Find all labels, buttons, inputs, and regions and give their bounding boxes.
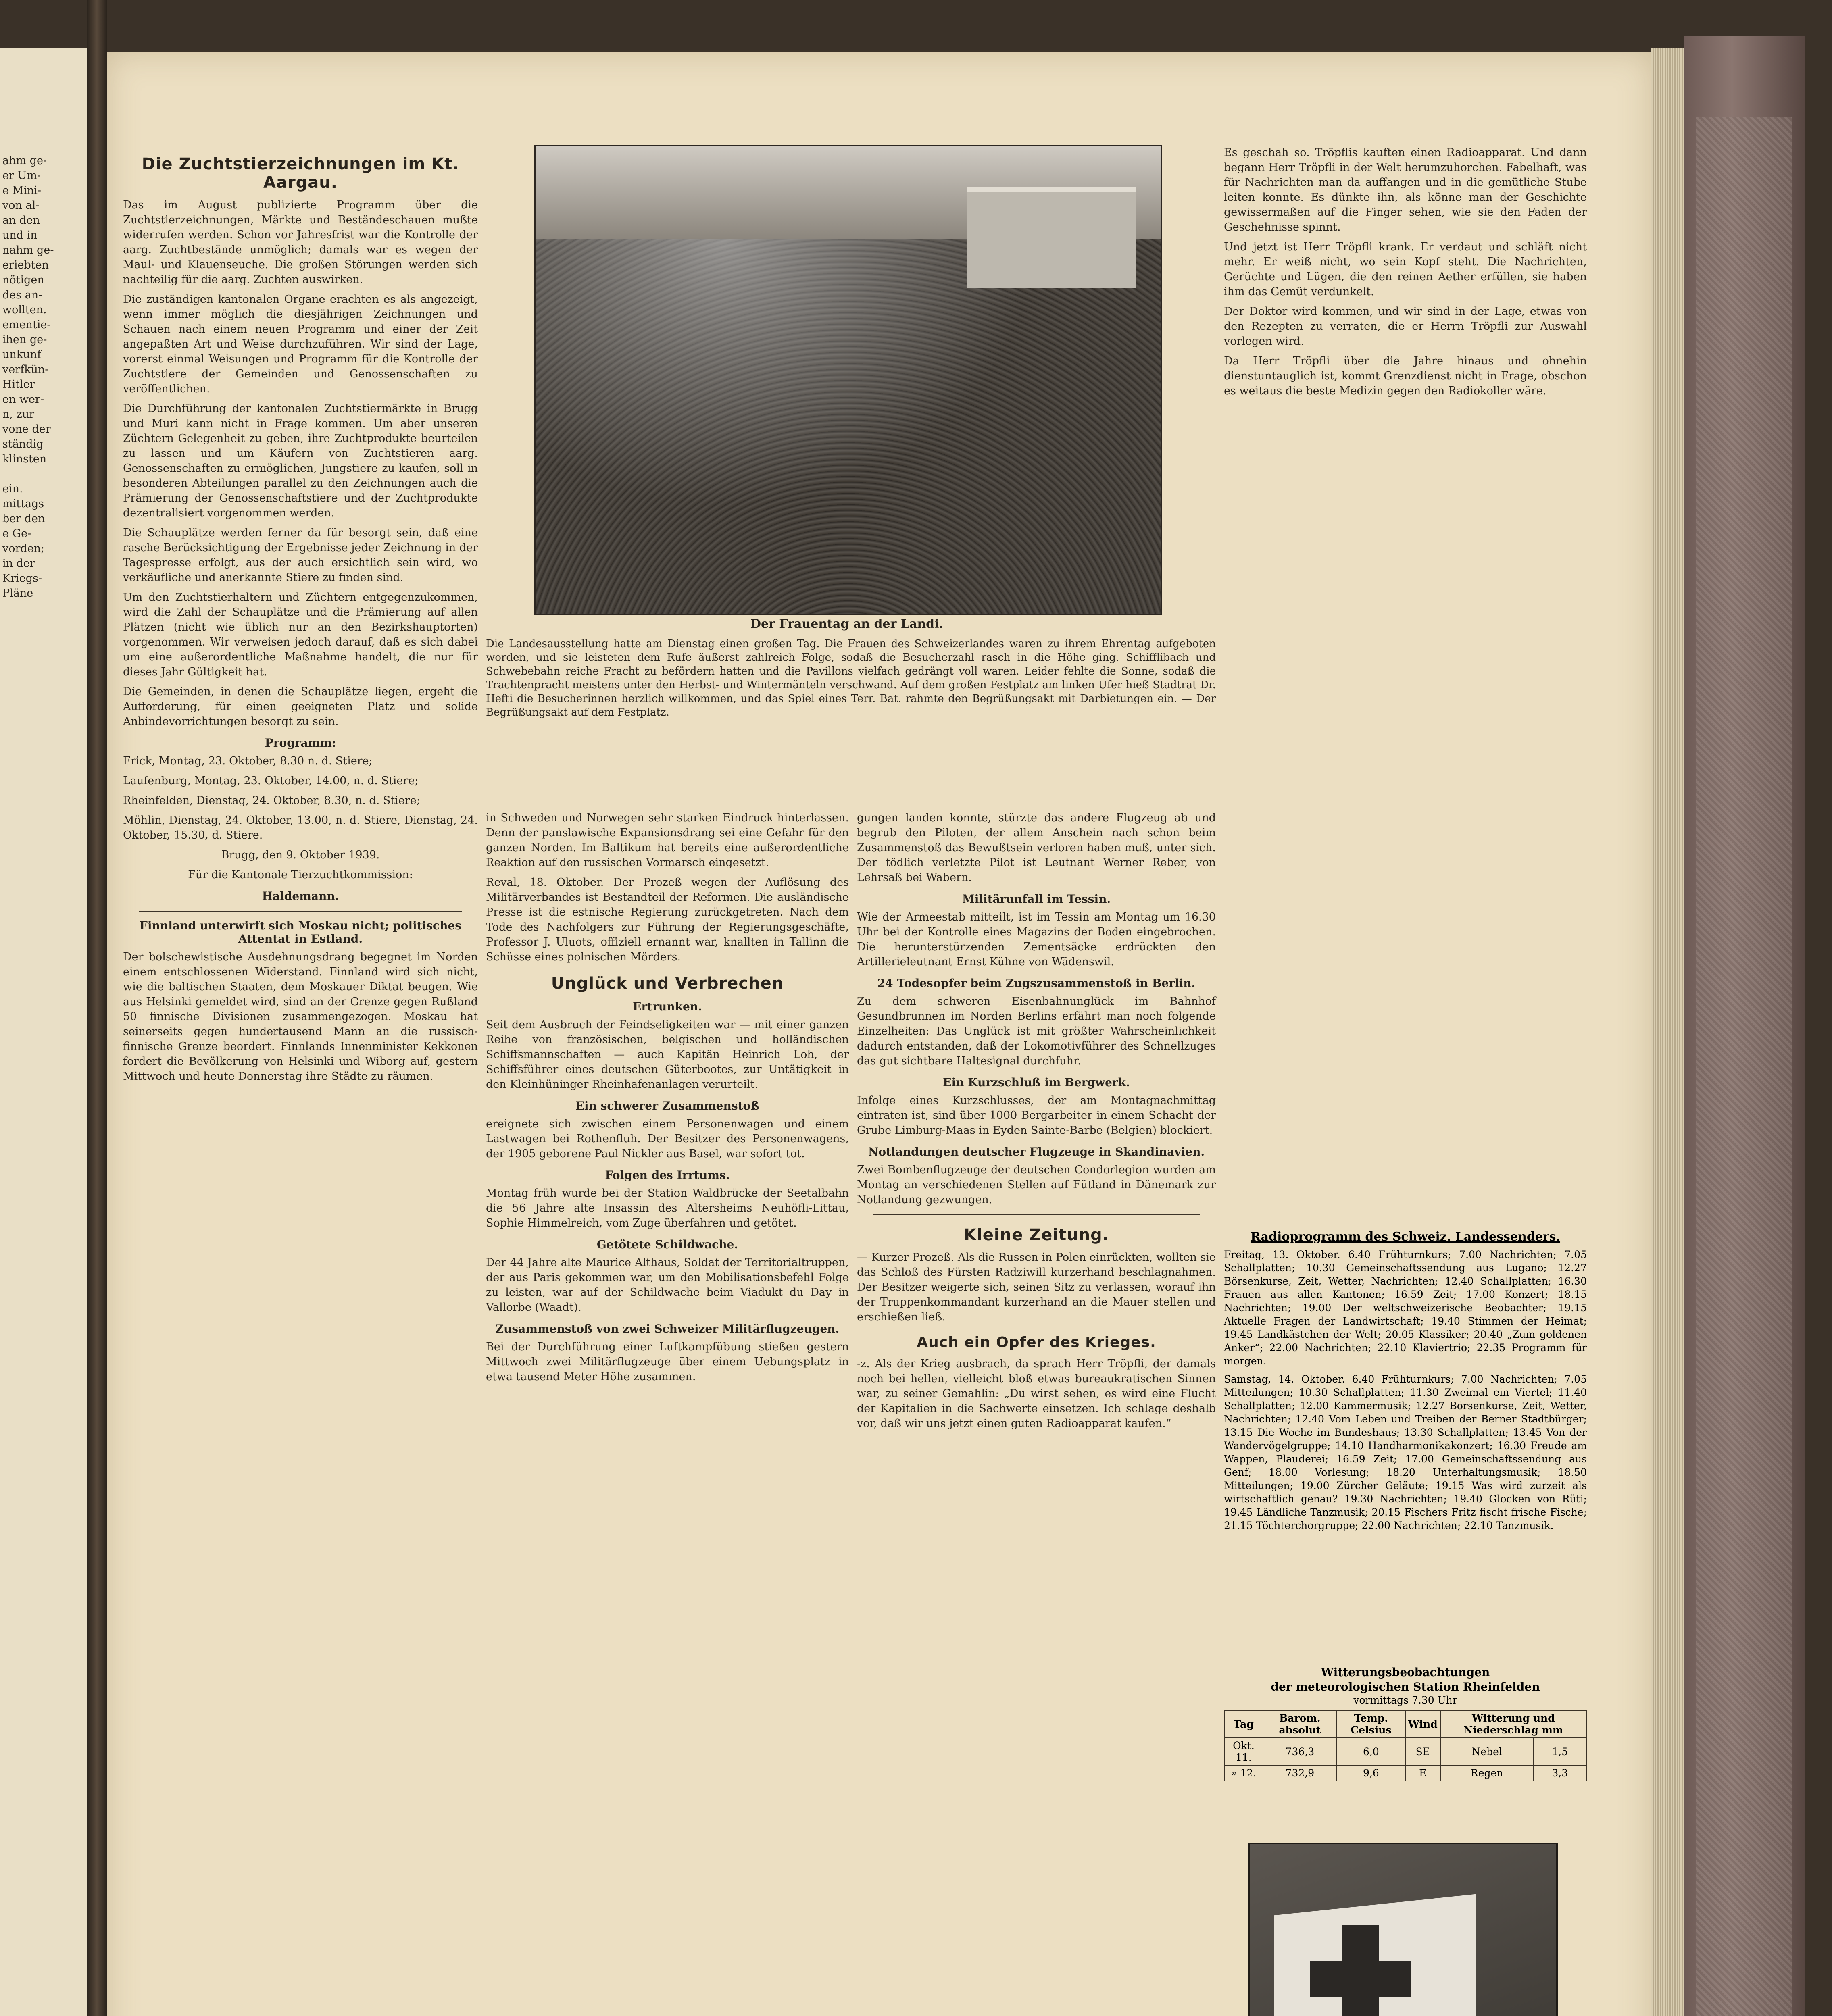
weather-table	[1224, 1710, 1587, 1781]
weather-header: Witterung und Niederschlag mm	[1440, 1710, 1586, 1738]
kleine-zeitung-headline: Kleine Zeitung.	[964, 1226, 1109, 1244]
article-paragraph: in Schweden und Norwegen sehr starken Eindruck hinterlassen. Denn der panslawische Expansionsdrang sei eine Gefahr für den ganzen Norden. Im Baltikum hat bereits eine außerordentliche Reaktion auf den russischen Vormarsch eingesetzt.	[486, 812, 849, 869]
book-spine	[87, 0, 107, 2016]
radio-title: Radioprogramm des Schweiz. Landessenders.	[1250, 1230, 1561, 1244]
radio-saturday: Samstag, 14. Oktober. 6.40 Frühturnkurs; 7.00 Nachrichten; 7.05 Mitteilungen; 10.30 Schallplatten; 11.30 Zweimal ein Viertel; 11.40 Schallplatten; 12.00 Kammermusik; 12.27 Börsenkurse, Zeit, Wetter, Nachrichten; 12.40 Vom Leben und Treiben der Berner Stadtbürger; 13.15 Die Woche im Bundeshaus; 13.30 Schallplatten; 13.45 Von der Wandervögelgruppe; 14.10 Handharmonikakonzert; 16.30 Freude am Wappen, Plauderei; 16.59 Zeit; 17.00 Gemeinschaftssendung aus Genf; 18.00 Vorlesung; 18.20 Unterhaltungsmusik; 18.50 Mitteilungen; 19.00 Zürcher Geläute; 19.15 Was wird zurzeit als wirtschaftlich genau? 19.30 Nachrichten; 19.40 Glocken von Rüti; 19.45 Ländliche Tanzmusik; 20.15 Fischers Fritz fischt frische Fische; 21.15 Töchterchorgruppe; 22.00 Nachrichten; 22.10 Tanzmusik.	[1224, 1373, 1587, 1531]
left-page-text-fragment: ahm ge- er Um- e Mini- von al- an den und in nahm ge- eriebten nötigen des an- wollten. ementie- ihen ge- unkunf verfkün- Hitler en wer- n, zur vone der ständig klinsten ein. mittags ber den e Ge- vorden; in der Kriegs- Pläne	[2, 154, 54, 600]
book-cover	[1684, 36, 1805, 2016]
weather-header: Temp. Celsius	[1337, 1710, 1405, 1738]
article-paragraph: Und jetzt ist Herr Tröpfli krank. Er verdaut und schläft nicht mehr. Er weiß nicht, wo sein Kopf steht. Die Nachrichten, Gerüchte und Lügen, die den reinen Aether erfüllen, sie haben ihm das Gemüt verdunkelt.	[1224, 241, 1587, 298]
item-text: Zwei Bombenflugzeuge der deutschen Condorlegion wurden am Montag an verschiedenen Stellen auf Fütland in Dänemark zur Notlandung gezwungen.	[857, 1164, 1216, 1206]
program-line: Frick, Montag, 23. Oktober, 8.30 n. d. Stiere;	[123, 755, 373, 767]
article-paragraph: Es geschah so. Tröpflis kauften einen Radioapparat. Und dann begann Herr Tröpfli in der Welt herumzuhorchen. Fabelhaft, was für Nachrichten man da auffangen und in die gemütliche Stube leiten konnte. Es dünkte ihn, als könne man der Geschichte gewissermaßen auf die Finger sehen, wie sie den Faden der Geschehnisse spinnt.	[1224, 146, 1587, 233]
item-headline: Ein Kurzschluß im Bergwerk.	[943, 1076, 1130, 1089]
article-paragraph: Der Doktor wird kommen, und wir sind in der Lage, etwas von den Rezepten zu verraten, die er Herrn Tröpfli zur Auswahl vorlegen wird.	[1224, 305, 1587, 348]
table-row: Okt. 11. 736,3 6,0 SE Nebel 1,5	[1224, 1738, 1586, 1765]
column-4	[1224, 145, 1587, 403]
item-headline: Getötete Schildwache.	[596, 1238, 738, 1251]
item-text: Zu dem schweren Eisenbahnunglück im Bahnhof Gesundbrunnen im Norden Berlins erfährt man noch folgende Einzelheiten: Das Unglück ist mit größter Wahrscheinlichkeit dadurch entstanden, daß der Lokomotivführer des Schnellzuges das gut sichtbare Haltesignal durchfuhr.	[857, 995, 1216, 1067]
article-paragraph: Da Herr Tröpfli über die Jahre hinaus und ohnehin dienstuntauglich ist, kommt Grenzdienst nicht in Frage, obschon es weitaus die beste Medizin gegen den Radiokoller wäre.	[1224, 355, 1587, 397]
weather-observations	[1224, 1665, 1587, 1781]
weather-subtitle: vormittags 7.30 Uhr	[1353, 1694, 1457, 1706]
kleine-zeitung-text: — Kurzer Prozeß. Als die Russen in Polen einrückten, wollten sie das Schloß des Fürsten Radziwill kurzerhand beschlagnahmen. Der Besitzer weigerte sich, seinen Sitz zu verlassen, worauf ihn der Truppenkommandant kurzerhand an die Mauer stellen und erschießen ließ.	[857, 1251, 1216, 1323]
article-paragraph: gungen landen konnte, stürzte das andere Flugzeug ab und begrub den Piloten, der allem Anschein nach schon beim Zusammenstoß das Bewußtsein verloren haben muß, unter sich. Der tödlich verletzte Pilot ist Leutnant Werner Reber, von Lehrsaß bei Wabern.	[857, 812, 1216, 884]
table-row: » 12. 732,9 9,6 E Regen 3,3	[1224, 1765, 1586, 1781]
item-headline: Ein schwerer Zusammenstoß	[575, 1099, 759, 1112]
signoff-line: Für die Kantonale Tierzuchtkommission:	[188, 868, 413, 881]
divider	[873, 1214, 1200, 1216]
divider	[139, 910, 462, 912]
crowd-photo	[534, 145, 1162, 615]
article-paragraph: Um den Zuchtstierhaltern und Züchtern entgegenzukommen, wird die Zahl der Schauplätze und die Prämierung auf allen Plätzen (nicht wie üblich nur an den Bezirkshauptorten) vorgenommen. Wir verweisen jedoch darauf, daß es sich dabei um eine außerordentliche Maßnahme handelt, die nur für dieses Jahr Gültigkeit hat.	[123, 591, 478, 678]
weather-header: Tag	[1224, 1710, 1263, 1738]
radio-friday: Freitag, 13. Oktober. 6.40 Frühturnkurs; 7.00 Nachrichten; 7.05 Schallplatten; 10.30 Gemeinschaftssendung aus Lugano; 12.27 Börsenkurse, Zeit, Wetter, Nachrichten; 12.40 Schallplatten; 16.30 Frauen aus allen Kantonen; 16.59 Zeit; 17.00 Konzert; 18.15 Nachrichten; 19.00 Der weltschweizerische Beobachter; 19.15 Aktuelle Fragen der Landwirtschaft; 19.40 Stimmen der Heimat; 19.45 Landkästchen der Welt; 20.05 Klassiker; 20.40 „Zum goldenen Anker“; 22.00 Nachrichten; 22.10 Klaviertrio; 22.35 Programm für morgen.	[1224, 1249, 1587, 1367]
article-paragraph: Die Gemeinden, in denen die Schauplätze liegen, ergeht die Aufforderung, für einen geeigneten Platz und solide Anbindevorrichtungen besorgt zu sein.	[123, 685, 478, 728]
program-title: Programm:	[265, 736, 336, 750]
column-1	[123, 145, 478, 1089]
section-headline: Unglück und Verbrechen	[551, 974, 784, 993]
item-headline: Zusammenstoß von zwei Schweizer Militärflugzeugen.	[495, 1322, 840, 1335]
article-paragraph: Die Schauplätze werden ferner da für besorgt sein, daß eine rasche Berücksichtigung der Ergebnisse jeder Zeichnung in der Tagespresse erfolgt, aus der auch ersichtlich sein wird, wo verkäufliche und anerkannte Stiere zu finden sind.	[123, 527, 478, 584]
item-text: ereignete sich zwischen einem Personenwagen und einem Lastwagen bei Rothenfluh. Der Besitzer des Personenwagens, der 1905 geborene Paul Nickler aus Basel, war sofort tot.	[486, 1118, 849, 1160]
item-headline: 24 Todesopfer beim Zugszusammenstoß in Berlin.	[877, 977, 1196, 990]
weather-header: Wind	[1405, 1710, 1440, 1738]
opfer-headline: Auch ein Opfer des Krieges.	[917, 1334, 1156, 1351]
weather-header: Barom. absolut	[1263, 1710, 1337, 1738]
newspaper-page	[107, 52, 1651, 2016]
program-line: Rheinfelden, Dienstag, 24. Oktober, 8.30, n. d. Stiere;	[123, 794, 420, 807]
item-text: Der 44 Jahre alte Maurice Althaus, Soldat der Territorialtruppen, der aus Paris gekommen war, um den Mobilisationsbefehl Folge zu leisten, war auf der Schildwache beim Viadukt du Day in Vallorbe (Waadt).	[486, 1256, 849, 1314]
finland-text: Der bolschewistische Ausdehnungsdrang begegnet im Norden einem entschlossenen Widerstand. Finnland wird sich nicht, wie die baltischen Staaten, dem Moskauer Diktat beugen. Wie aus Helsinki gemeldet wird, sind an der Grenze gegen Rußland 50 finnische Divisionen zusammengezogen. Moskau hat seinerseits gegen hundertausend Mann an die russisch-finnische Grenze beordert. Finnlands Innenminister Kekkonen fordert die Bevölkerung von Helsinki und Wiborg auf, gestern Mittwoch und heute Donnerstag ihre Städte zu räumen.	[123, 951, 478, 1083]
item-headline: Ertrunken.	[633, 1000, 702, 1013]
item-headline: Folgen des Irrtums.	[605, 1168, 730, 1182]
article-paragraph: Die Durchführung der kantonalen Zuchtstiermärkte in Brugg und Muri kann nicht in Frage kommen. Um aber unseren Züchtern Gelegenheit zu geben, ihre Zuchtprodukte beurteilen zu lassen und um Käufern von Zuchtstieren aarg. Genossenschaften zu ermöglichen, Jungstiere zu kaufen, soll in besonderen Abteilungen parallel zu den Zeichnungen auch die Prämierung der Genossenschaftstiere und der Zuchtprodukte dezentralisiert vorgenommen werden.	[123, 402, 478, 519]
item-text: Seit dem Ausbruch der Feindseligkeiten war — mit einer ganzen Reihe von französischen, belgischen und holländischen Schiffsmannschaften — auch Kapitän Heinrich Loh, der Schiffsführer eines deutschen Güterbootes, zur Untätigkeit in den Kleinhüninger Rheinhafenanlagen verurteilt.	[486, 1018, 849, 1091]
left-page-edge	[0, 48, 89, 2016]
photo-caption: Die Landesausstellung hatte am Dienstag einen großen Tag. Die Frauen des Schweizerlandes waren zu ihrem Ehrentag aufgeboten worden, und sie leisteten dem Rufe äußerst zahlreich Folge, sodaß die Besucherzahl rasch in die Höhe ging. Schifflibach und Schwebebahn reiche Fracht zu befördern hatten und die Pavillons vielfach gedrängt voll waren. Leider fehlte die Sonne, sodaß die Trachtenpracht meistens unter den Herbst- und Wintermänteln verschwand. Auf dem großen Festplatz am linken Ufer hieß Stadtrat Dr. Hefti die Besucherinnen herzlich willkommen, und das Spiel eines Terr. Bat. rahmte den Begrüßungsakt mit Darbietungen ein. — Der Begrüßungsakt auf dem Festplatz.	[486, 638, 1216, 719]
signoff-date: Brugg, den 9. Oktober 1939.	[221, 849, 380, 861]
item-text: Wie der Armeestab mitteilt, ist im Tessin am Montag um 16.30 Uhr bei der Kontrolle eines Magazins der Boden eingebrochen. Die herunterstürzenden Zementsäcke erdrückten den Artillerieleutnant Ernst Kühne von Wädenswil.	[857, 911, 1216, 968]
article-paragraph: Reval, 18. Oktober. Der Prozeß wegen der Auflösung des Militärverbandes ist Bestandteil der Reformen. Die ausländische Presse ist die estnische Regierung zurückgetreten. Nach dem Tode des Nachfolgers zur Führung der Regierungsgeschäfte, Professor J. Uluots, offiziell ernannt war, knallten in Tallinn die Schüsse eines polnischen Mörders.	[486, 876, 849, 963]
opfer-text: -z. Als der Krieg ausbrach, da sprach Herr Tröpfli, der damals noch bei hellen, vielleicht bloß etwas bureaukratischen Sinnen war, zu seiner Gemahlin: „Du wirst sehen, es wird eine Flucht der Kapitalien in die Sachwerte einsetzen. Ich schlage deshalb vor, daß wir uns jetzt einen guten Radioapparat kaufen.“	[857, 1358, 1216, 1430]
program-line: Laufenburg, Montag, 23. Oktober, 14.00, n. d. Stiere;	[123, 775, 419, 787]
article-paragraph: Das im August publizierte Programm über die Zuchtstierzeichnungen, Märkte und Beständeschauen mußte widerrufen werden. Schon vor Jahresfrist war die Kontrolle der aarg. Zuchtbestände unmöglich; damals war es wegen der Maul- und Klauenseuche. Die großen Störungen werden sich nachteilig für die aarg. Zuchten auswirken.	[123, 199, 478, 286]
item-text: Bei der Durchführung einer Luftkampfübung stießen gestern Mittwoch zwei Militärflugzeuge über einem Uebungsplatz in etwa tausend Meter Höhe zusammen.	[486, 1341, 849, 1383]
program-line: Möhlin, Dienstag, 24. Oktober, 13.00, n. d. Stiere, Dienstag, 24. Oktober, 15.30, d. Stiere.	[123, 814, 478, 841]
item-headline: Militärunfall im Tessin.	[962, 892, 1111, 906]
item-text: Infolge eines Kurzschlusses, der am Montagnachmittag eintraten ist, sind über 1000 Bergarbeiter in einem Schacht der Grube Limburg-Maas in Eyden Sainte-Barbe (Belgien) blockiert.	[857, 1094, 1216, 1137]
item-headline: Notlandungen deutscher Flugzeuge in Skandinavien.	[868, 1145, 1205, 1158]
article-headline: Die Zuchtstierzeichnungen im Kt. Aargau.	[142, 155, 459, 192]
schweizer-woche-poster	[1248, 1843, 1558, 2016]
article-paragraph: Die zuständigen kantonalen Organe erachten es als angezeigt, wenn immer möglich die diesjährigen Zeichnungen und Schauen nach einem neuen Programm und einer der Zeit angepaßten Art und Weise durchzuführen. Wir sind der Lage, vorerst einmal Weisungen und Programm für die Kontrolle der Zuchtstiere der Gemeinden und Genossenschaften zu veröffentlichen.	[123, 293, 478, 395]
signoff-name: Haldemann.	[262, 889, 339, 903]
photo-caption-title: Der Frauentag an der Landi.	[750, 617, 943, 631]
finland-headline: Finnland unterwirft sich Moskau nicht; politisches Attentat in Estland.	[139, 919, 462, 946]
weather-title: Witterungsbeobachtungen	[1321, 1666, 1490, 1679]
weather-title-2: der meteorologischen Station Rheinfelden	[1271, 1680, 1540, 1693]
item-text: Montag früh wurde bei der Station Waldbrücke der Seetalbahn die 56 Jahre alte Insassin des Altersheims Neuhöfli-Littau, Sophie Himmelreich, vom Zuge überfahren und getötet.	[486, 1187, 849, 1229]
column-2	[486, 810, 849, 1389]
column-3	[857, 810, 1216, 1436]
page-edges	[1651, 48, 1684, 2016]
radio-program	[1224, 1230, 1587, 1537]
